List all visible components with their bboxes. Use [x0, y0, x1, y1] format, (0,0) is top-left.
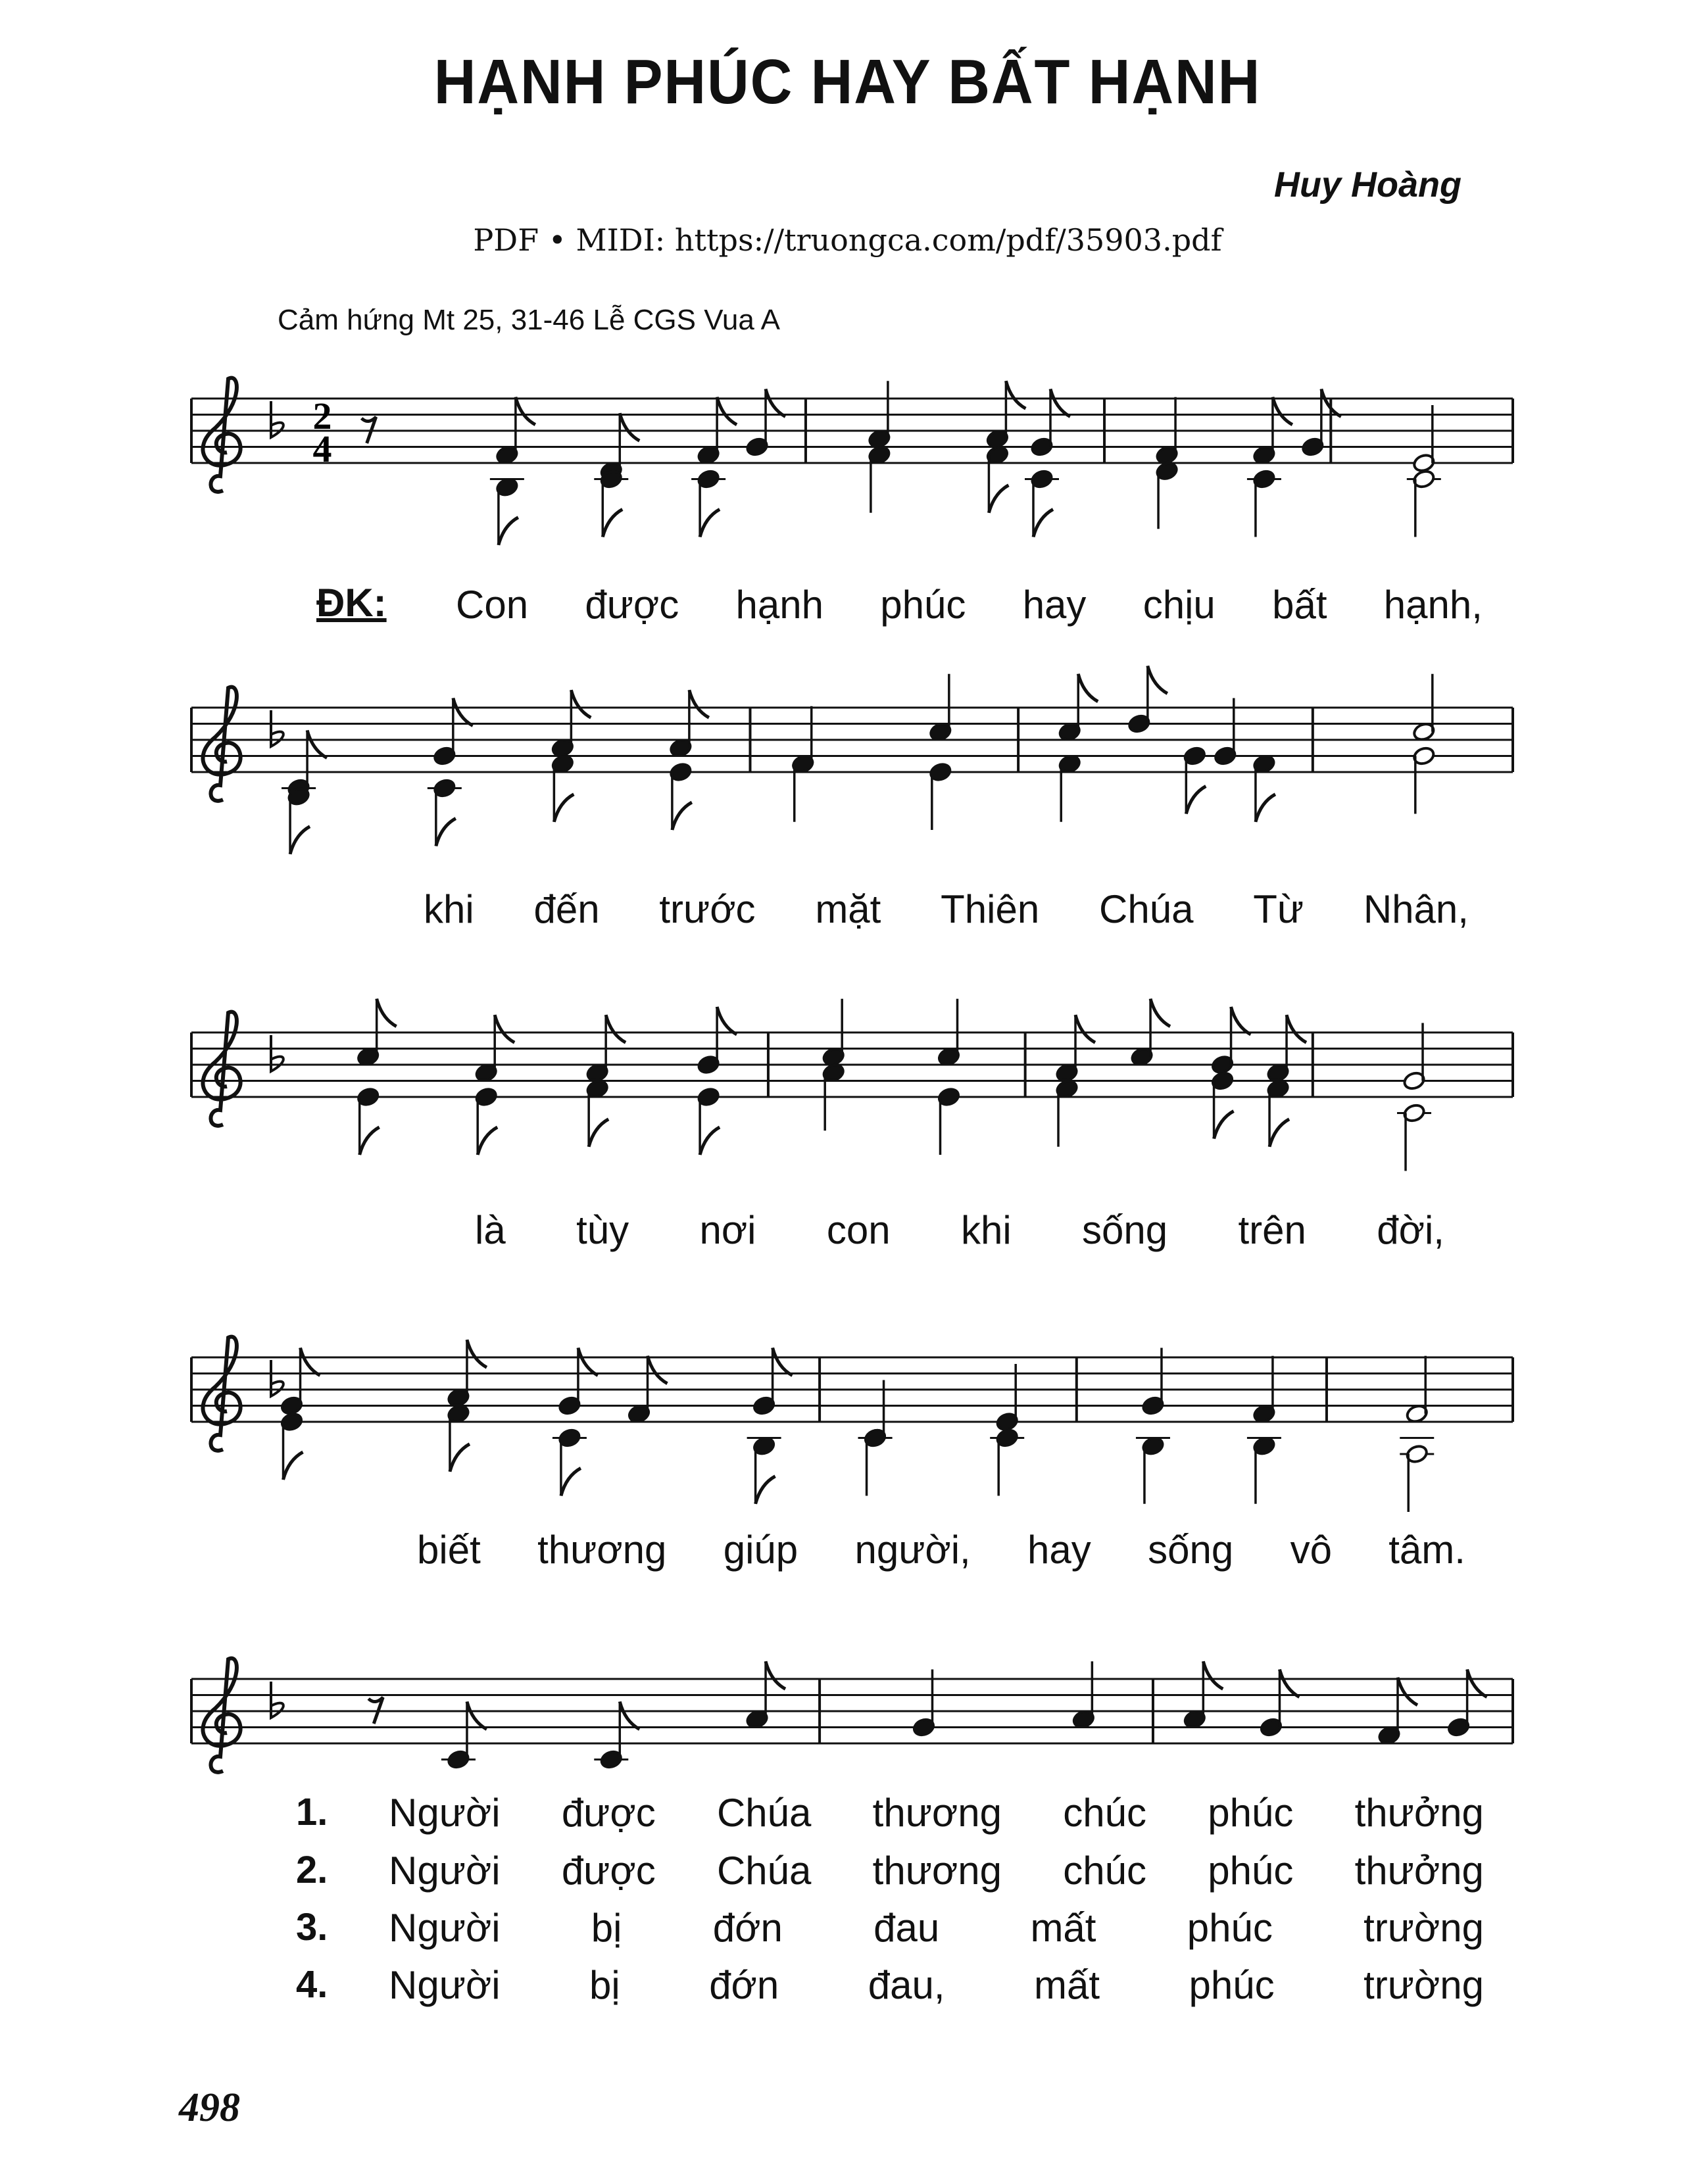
treble-clef-icon	[203, 687, 240, 801]
note-flag	[620, 413, 639, 441]
lyric-word: hay	[1022, 583, 1087, 627]
lyric-word: Con	[456, 583, 529, 627]
note-flag	[589, 1119, 608, 1147]
lyric-word: phúc	[1208, 1849, 1294, 1893]
lyric-word: hay	[1027, 1528, 1091, 1572]
note-flag	[495, 1015, 514, 1042]
lyric-word: thưởng	[1354, 1849, 1484, 1893]
lyric-word: biết	[417, 1528, 481, 1572]
note-flag	[516, 397, 535, 425]
note-flag	[689, 690, 709, 717]
lyric-word: Người	[389, 1849, 501, 1893]
lyric-word: Nhân,	[1363, 887, 1469, 931]
flat-sign-icon	[271, 1360, 283, 1396]
time-signature-bottom: 4	[312, 427, 332, 470]
lyric-word: đau,	[868, 1963, 945, 2007]
note-flag	[578, 1348, 598, 1376]
note-flag	[1006, 381, 1025, 408]
lyric-word: vô	[1290, 1528, 1332, 1572]
lyric-word: trường	[1363, 1963, 1484, 2007]
note-flag	[360, 1127, 380, 1155]
lyric-word: Chúa	[716, 1849, 812, 1893]
lyric-word: Người	[389, 1791, 501, 1835]
note-flag	[1186, 787, 1206, 814]
treble-clef-icon	[203, 1659, 240, 1772]
note-flag	[1078, 674, 1098, 702]
note-flag	[1075, 1015, 1095, 1042]
lyric-word: nơi	[699, 1208, 756, 1252]
lyric-word: phúc	[880, 583, 966, 627]
note-flag	[1050, 389, 1070, 417]
lyric-word: khi	[960, 1208, 1012, 1252]
refrain-lyric-line	[475, 1207, 1444, 1253]
note-flag	[1148, 666, 1167, 694]
lyric-word: Chúa	[716, 1791, 812, 1835]
verse-number: 3.	[296, 1906, 328, 1949]
lyric-word: Từ	[1253, 887, 1304, 931]
lyric-word: Chúa	[1099, 887, 1194, 931]
note-flag	[561, 1468, 581, 1496]
treble-clef-icon	[203, 1012, 240, 1126]
page-number: 498	[179, 2085, 240, 2130]
note-flag	[467, 1702, 487, 1730]
note-flag	[453, 698, 473, 726]
note-flag	[1398, 1678, 1417, 1705]
flat-sign-icon	[271, 1682, 283, 1718]
note-flag	[450, 1444, 470, 1472]
lyric-word: sống	[1148, 1528, 1234, 1572]
note-flag	[283, 1452, 303, 1480]
note-flag	[1231, 1007, 1251, 1034]
lyric-word: bị	[591, 1906, 622, 1950]
refrain-lyric-line	[417, 1527, 1465, 1572]
lyric-word: đến	[533, 887, 600, 931]
note-flag	[554, 794, 574, 822]
note-flag	[620, 1702, 639, 1730]
lyric-word: chúc	[1063, 1791, 1146, 1835]
lyric-word: hạnh	[735, 583, 824, 627]
lyric-word: phúc	[1189, 1963, 1275, 2007]
note-flag	[766, 389, 785, 417]
note-flag	[717, 397, 737, 425]
flat-sign-icon	[271, 401, 283, 437]
note-flag	[1150, 999, 1170, 1027]
lyric-word: đớn	[712, 1906, 783, 1950]
note-flag	[700, 510, 720, 537]
note-flag	[1279, 1670, 1299, 1697]
lyric-word: tùy	[576, 1208, 629, 1252]
note-flag	[766, 1661, 785, 1689]
note-flag	[648, 1356, 668, 1384]
lyric-word: mất	[1030, 1906, 1096, 1950]
note-flag	[717, 1007, 737, 1034]
note-flag	[1033, 510, 1053, 537]
lyric-word: phúc	[1187, 1906, 1273, 1950]
note-flag	[307, 731, 327, 758]
lyric-word: mất	[1034, 1963, 1100, 2007]
note-flag	[1467, 1670, 1487, 1697]
refrain-lyric-line	[424, 886, 1469, 932]
note-flag	[756, 1476, 775, 1504]
lyric-word: trên	[1238, 1208, 1306, 1252]
lyric-word: được	[561, 1791, 656, 1835]
verse-lyric-line	[389, 1848, 1484, 1893]
lyric-word: thương	[537, 1528, 667, 1572]
note-flag	[773, 1348, 793, 1376]
composer: Huy Hoàng	[1273, 165, 1462, 205]
note-flag	[1203, 1661, 1223, 1689]
lyric-word: thương	[872, 1849, 1002, 1893]
lyric-word: được	[585, 583, 679, 627]
note-flag	[602, 510, 622, 537]
lyric-word: giúp	[723, 1528, 798, 1572]
verse-number: 4.	[296, 1963, 328, 2006]
song-title: HẠNH PHÚC HAY BẤT HẠNH	[433, 47, 1262, 117]
lyric-word: mặt	[815, 887, 881, 931]
note-flag	[1287, 1015, 1306, 1042]
verse-number: 2.	[296, 1849, 328, 1891]
note-flag	[989, 485, 1008, 513]
note-flag	[1273, 397, 1292, 425]
treble-clef-icon	[203, 1337, 240, 1451]
verse-lyric-line	[389, 1962, 1484, 2008]
note-flag	[1214, 1111, 1234, 1139]
note-flag	[672, 802, 692, 830]
lyric-word: đời,	[1377, 1208, 1444, 1252]
note-flag	[436, 819, 456, 846]
note-flag	[1269, 1119, 1289, 1147]
note-flag	[377, 999, 397, 1027]
lyric-word: trường	[1363, 1906, 1484, 1950]
note-flag	[571, 690, 591, 717]
lyric-word: bất	[1272, 583, 1327, 627]
note-flag	[499, 518, 518, 545]
lyric-word: tâm.	[1388, 1528, 1465, 1572]
refrain-lyric-line	[456, 582, 1483, 627]
lyric-word: Thiên	[941, 887, 1040, 931]
lyric-word: hạnh,	[1383, 583, 1483, 627]
lyric-word: chịu	[1142, 583, 1216, 627]
flat-sign-icon	[271, 1035, 283, 1071]
verse-number: 1.	[296, 1791, 328, 1833]
lyric-word: thưởng	[1354, 1791, 1484, 1835]
lyric-word: bị	[589, 1963, 620, 2007]
lyric-word: người,	[854, 1528, 971, 1572]
verse-lyric-line	[389, 1905, 1484, 1951]
lyric-word: khi	[424, 887, 474, 931]
lyric-word: phúc	[1208, 1791, 1294, 1835]
flat-sign-icon	[271, 710, 283, 746]
inspiration-note: Cảm hứng Mt 25, 31-46 Lễ CGS Vua A	[278, 304, 781, 336]
note-flag	[301, 1348, 320, 1376]
note-flag	[606, 1015, 626, 1042]
lyric-word: Người	[389, 1963, 501, 2007]
note-flag	[467, 1340, 487, 1367]
lyric-word: con	[826, 1208, 891, 1252]
lyric-word: chúc	[1063, 1849, 1146, 1893]
note-flag	[1256, 794, 1275, 822]
refrain-label: ĐK:	[316, 581, 387, 625]
time-signature-top: 2	[312, 395, 332, 437]
verse-lyric-line	[389, 1790, 1484, 1835]
pdf-midi-link[interactable]: PDF • MIDI: https://truongca.com/pdf/35903.pdf	[473, 222, 1222, 258]
lyric-word: Người	[389, 1906, 501, 1950]
lyric-word: thương	[872, 1791, 1002, 1835]
lyric-word: sống	[1082, 1208, 1168, 1252]
lyric-word: được	[561, 1849, 656, 1893]
treble-clef-icon	[203, 378, 240, 492]
lyric-word: đau	[873, 1906, 940, 1950]
note-flag	[290, 827, 310, 854]
note-flag	[478, 1127, 497, 1155]
lyric-word: đớn	[709, 1963, 779, 2007]
lyric-word: là	[475, 1208, 506, 1252]
note-flag	[700, 1127, 720, 1155]
lyric-word: trước	[659, 887, 756, 931]
